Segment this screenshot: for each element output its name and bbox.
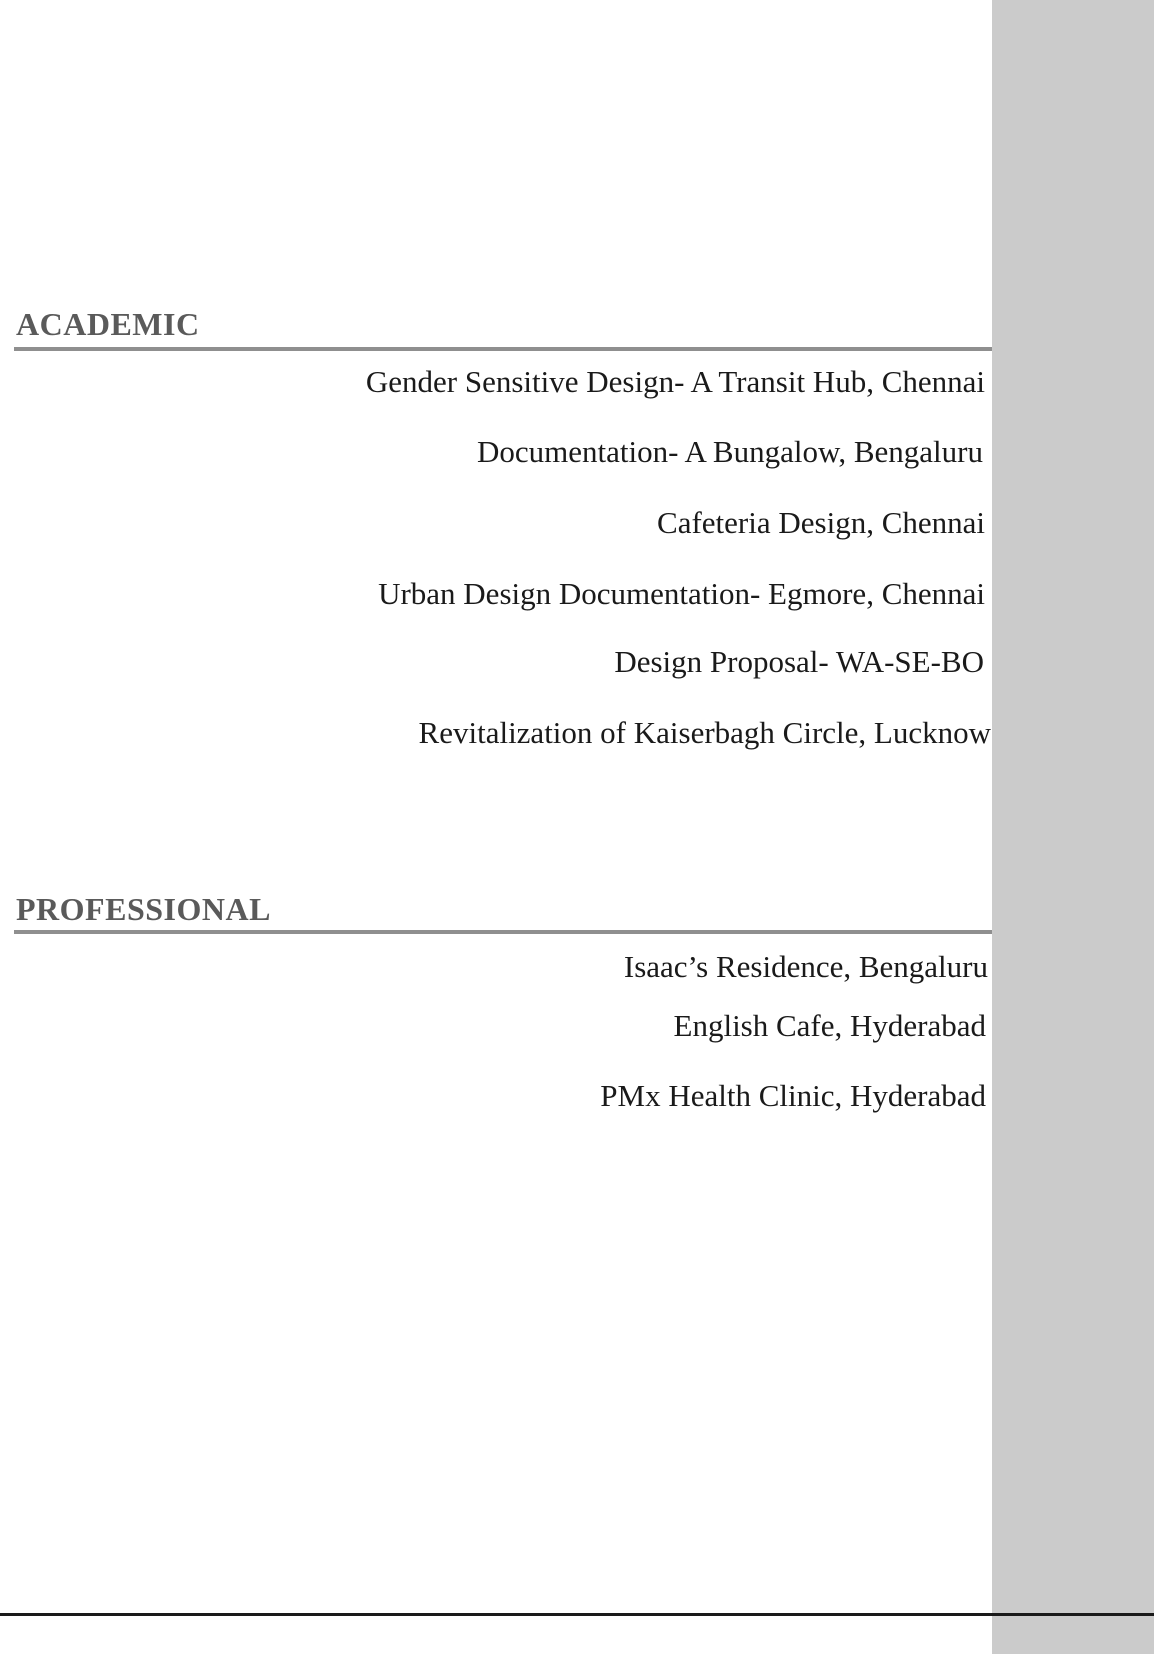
academic-project-item: Cafeteria Design, Chennai bbox=[657, 505, 985, 540]
professional-project-item: PMx Health Clinic, Hyderabad bbox=[600, 1078, 986, 1113]
academic-project-item: Urban Design Documentation- Egmore, Chennai bbox=[378, 576, 985, 611]
academic-divider bbox=[14, 347, 992, 351]
professional-project-item: Isaac’s Residence, Bengaluru bbox=[623, 949, 988, 984]
academic-project-item: Revitalization of Kaiserbagh Circle, Lucknow bbox=[418, 715, 991, 750]
academic-project-item: Gender Sensitive Design- A Transit Hub, Chennai bbox=[365, 364, 985, 399]
page-bottom-rule bbox=[0, 1613, 1154, 1616]
sidebar-strip bbox=[992, 0, 1154, 1654]
professional-project-item: English Cafe, Hyderabad bbox=[673, 1008, 986, 1043]
academic-heading: ACADEMIC bbox=[16, 306, 200, 342]
academic-project-item: Design Proposal- WA-SE-BO bbox=[614, 644, 984, 679]
professional-divider bbox=[14, 930, 992, 934]
academic-project-item: Documentation- A Bungalow, Bengaluru bbox=[477, 434, 983, 469]
professional-heading: PROFESSIONAL bbox=[16, 891, 271, 927]
